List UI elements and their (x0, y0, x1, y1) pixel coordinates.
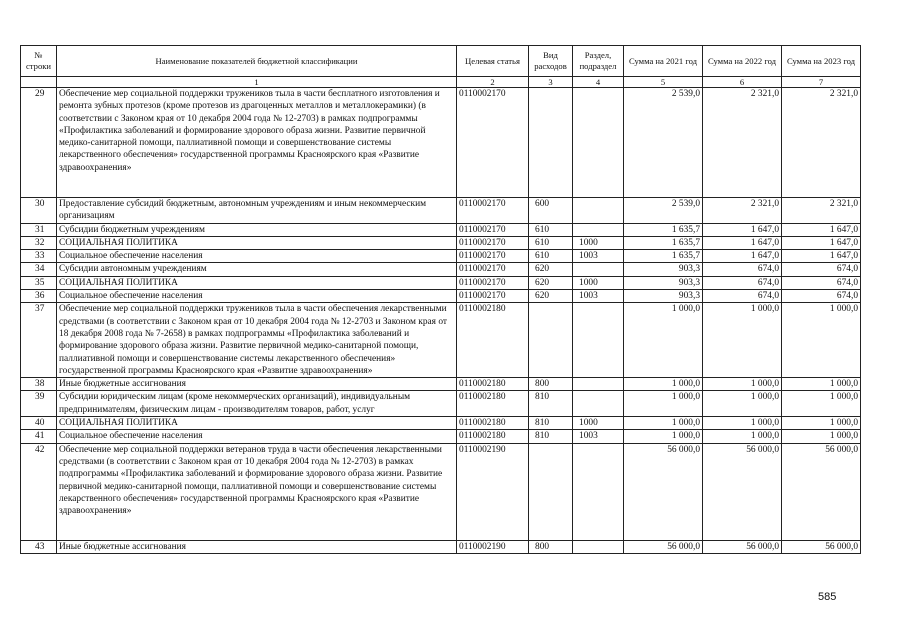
row-name: Социальное обеспечение населения (57, 430, 457, 443)
row-number: 33 (21, 250, 57, 263)
table-row (21, 378, 861, 391)
section-code (573, 443, 624, 540)
sum-2021: 1 635,7 (624, 236, 703, 249)
expense-type: 620 (529, 290, 573, 303)
column-number: 3 (529, 77, 573, 88)
table-row (21, 303, 861, 378)
target-article: 0110002190 (457, 540, 529, 553)
sum-2023: 1 647,0 (782, 236, 861, 249)
sum-2021: 56 000,0 (624, 540, 703, 553)
expense-type: 800 (529, 540, 573, 553)
sum-2022: 1 000,0 (703, 417, 782, 430)
sum-2022: 1 647,0 (703, 223, 782, 236)
table-row (21, 443, 861, 540)
sum-2023: 674,0 (782, 290, 861, 303)
sum-2023: 1 647,0 (782, 223, 861, 236)
sum-2021: 1 000,0 (624, 378, 703, 391)
row-name: Социальное обеспечение населения (57, 290, 457, 303)
section-code (573, 391, 624, 417)
header-expense-type: Вид расходов (529, 46, 573, 77)
expense-type (529, 443, 573, 540)
row-number: 30 (21, 198, 57, 224)
table-row (21, 223, 861, 236)
section-code: 1000 (573, 236, 624, 249)
row-name: Субсидии юридическим лицам (кроме некоммерческих организаций), индивидуальным предпринимателям, физическим лицам - производителям товаров, работ, услуг (57, 391, 457, 417)
expense-type: 600 (529, 198, 573, 224)
table-row (21, 430, 861, 443)
target-article: 0110002170 (457, 223, 529, 236)
row-number: 29 (21, 88, 57, 198)
table-row (21, 88, 861, 198)
expense-type: 800 (529, 378, 573, 391)
target-article: 0110002170 (457, 290, 529, 303)
table-row (21, 391, 861, 417)
section-code: 1000 (573, 417, 624, 430)
row-number: 43 (21, 540, 57, 553)
target-article: 0110002170 (457, 88, 529, 198)
row-number: 41 (21, 430, 57, 443)
row-name: СОЦИАЛЬНАЯ ПОЛИТИКА (57, 276, 457, 289)
table-row (21, 250, 861, 263)
sum-2022: 1 647,0 (703, 250, 782, 263)
header-section: Раздел, подраздел (573, 46, 624, 77)
column-number: 7 (782, 77, 861, 88)
row-number: 31 (21, 223, 57, 236)
target-article: 0110002180 (457, 430, 529, 443)
sum-2021: 903,3 (624, 290, 703, 303)
row-name: Обеспечение мер социальной поддержки тружеников тыла в части обеспечения лекарственными средствами (в соответствии с Законом края от 10 декабря 2004 года № 12-2703 и Законом края от 18 декабря 2008 года № 7-2658) в рамках подпрограммы «Профилактика заболеваний и формирование здорового образа жизни. Развитие первичной медико-санитарной помощи, паллиативной помощи и совершенствование системы лекарственного обеспечения» государственной программы Красноярского края «Развитие здравоохранения» (57, 303, 457, 378)
column-number: 4 (573, 77, 624, 88)
expense-type: 620 (529, 276, 573, 289)
header-sum-2022: Сумма на 2022 год (703, 46, 782, 77)
target-article: 0110002170 (457, 276, 529, 289)
header-row-number: № строки (21, 46, 57, 77)
row-name: Иные бюджетные ассигнования (57, 540, 457, 553)
row-name: Обеспечение мер социальной поддержки ветеранов труда в части обеспечения лекарственными средствами (в соответствии с Законом края от 10 декабря 2004 года № 12-2703) в рамках подпрограммы «Профилактика заболеваний и формирование здорового образа жизни. Развитие первичной медико-санитарной помощи, паллиативной помощи и совершенствование системы лекарственного обеспечения» государственной программы Красноярского края «Развитие здравоохранения» (57, 443, 457, 540)
row-name: Иные бюджетные ассигнования (57, 378, 457, 391)
section-code (573, 303, 624, 378)
sum-2023: 674,0 (782, 263, 861, 276)
row-number: 35 (21, 276, 57, 289)
sum-2021: 1 635,7 (624, 223, 703, 236)
table-row (21, 540, 861, 553)
expense-type (529, 88, 573, 198)
column-number-row (21, 77, 861, 88)
sum-2023: 1 000,0 (782, 430, 861, 443)
sum-2021: 1 000,0 (624, 417, 703, 430)
sum-2022: 2 321,0 (703, 198, 782, 224)
expense-type: 620 (529, 263, 573, 276)
row-number: 40 (21, 417, 57, 430)
sum-2023: 1 000,0 (782, 417, 861, 430)
column-number: 5 (624, 77, 703, 88)
expense-type: 810 (529, 430, 573, 443)
sum-2021: 2 539,0 (624, 198, 703, 224)
target-article: 0110002170 (457, 263, 529, 276)
target-article: 0110002180 (457, 378, 529, 391)
table-row (21, 198, 861, 224)
sum-2022: 2 321,0 (703, 88, 782, 198)
expense-type: 810 (529, 391, 573, 417)
row-name: Субсидии автономным учреждениям (57, 263, 457, 276)
section-code (573, 378, 624, 391)
target-article: 0110002180 (457, 417, 529, 430)
sum-2022: 1 000,0 (703, 378, 782, 391)
expense-type: 610 (529, 236, 573, 249)
column-number: 1 (57, 77, 457, 88)
sum-2023: 56 000,0 (782, 443, 861, 540)
section-code (573, 223, 624, 236)
column-number (21, 77, 57, 88)
row-number: 37 (21, 303, 57, 378)
section-code (573, 263, 624, 276)
sum-2023: 2 321,0 (782, 88, 861, 198)
page-number: 585 (818, 591, 837, 603)
sum-2022: 56 000,0 (703, 540, 782, 553)
column-number: 2 (457, 77, 529, 88)
sum-2023: 1 000,0 (782, 378, 861, 391)
section-code (573, 88, 624, 198)
section-code: 1003 (573, 430, 624, 443)
header-target-article: Целевая статья (457, 46, 529, 77)
row-number: 34 (21, 263, 57, 276)
target-article: 0110002180 (457, 303, 529, 378)
sum-2023: 2 321,0 (782, 198, 861, 224)
row-number: 32 (21, 236, 57, 249)
section-code: 1003 (573, 290, 624, 303)
row-name: Социальное обеспечение населения (57, 250, 457, 263)
table-row (21, 263, 861, 276)
sum-2021: 2 539,0 (624, 88, 703, 198)
budget-table (20, 45, 861, 554)
expense-type: 810 (529, 417, 573, 430)
table-row (21, 236, 861, 249)
row-number: 39 (21, 391, 57, 417)
sum-2022: 1 000,0 (703, 391, 782, 417)
row-name: Обеспечение мер социальной поддержки тружеников тыла в части бесплатного изготовления и ремонта зубных протезов (кроме протезов из драгоценных металлов и металлокерамики) (в соответствии с Законом края от 10 декабря 2004 года № 12-2703) в рамках подпрограммы «Профилактика заболеваний и формирование здорового образа жизни. Развитие первичной медико-санитарной помощи, паллиативной помощи и совершенствование системы лекарственного обеспечения» государственной программы Красноярского края «Развитие здравоохранения» (57, 88, 457, 198)
expense-type (529, 303, 573, 378)
table-row (21, 417, 861, 430)
row-number: 38 (21, 378, 57, 391)
sum-2021: 1 000,0 (624, 430, 703, 443)
target-article: 0110002180 (457, 391, 529, 417)
row-number: 36 (21, 290, 57, 303)
row-name: СОЦИАЛЬНАЯ ПОЛИТИКА (57, 417, 457, 430)
header-sum-2021: Сумма на 2021 год (624, 46, 703, 77)
sum-2021: 1 635,7 (624, 250, 703, 263)
target-article: 0110002170 (457, 236, 529, 249)
section-code: 1000 (573, 276, 624, 289)
header-sum-2023: Сумма на 2023 год (782, 46, 861, 77)
sum-2022: 674,0 (703, 290, 782, 303)
sum-2023: 1 647,0 (782, 250, 861, 263)
sum-2021: 56 000,0 (624, 443, 703, 540)
target-article: 0110002190 (457, 443, 529, 540)
sum-2021: 903,3 (624, 276, 703, 289)
sum-2022: 674,0 (703, 276, 782, 289)
sum-2021: 903,3 (624, 263, 703, 276)
table-row (21, 276, 861, 289)
expense-type: 610 (529, 223, 573, 236)
section-code (573, 540, 624, 553)
sum-2023: 1 000,0 (782, 303, 861, 378)
sum-2022: 56 000,0 (703, 443, 782, 540)
header-row (21, 46, 861, 77)
sum-2022: 674,0 (703, 263, 782, 276)
sum-2022: 1 000,0 (703, 303, 782, 378)
row-name: СОЦИАЛЬНАЯ ПОЛИТИКА (57, 236, 457, 249)
section-code (573, 198, 624, 224)
expense-type: 610 (529, 250, 573, 263)
target-article: 0110002170 (457, 250, 529, 263)
row-number: 42 (21, 443, 57, 540)
sum-2022: 1 647,0 (703, 236, 782, 249)
column-number: 6 (703, 77, 782, 88)
target-article: 0110002170 (457, 198, 529, 224)
row-name: Субсидии бюджетным учреждениям (57, 223, 457, 236)
sum-2023: 1 000,0 (782, 391, 861, 417)
sum-2023: 56 000,0 (782, 540, 861, 553)
sum-2022: 1 000,0 (703, 430, 782, 443)
row-name: Предоставление субсидий бюджетным, автономным учреждениям и иным некоммерческим организациям (57, 198, 457, 224)
section-code: 1003 (573, 250, 624, 263)
header-name: Наименование показателей бюджетной классификации (57, 46, 457, 77)
sum-2021: 1 000,0 (624, 391, 703, 417)
table-row (21, 290, 861, 303)
sum-2021: 1 000,0 (624, 303, 703, 378)
sum-2023: 674,0 (782, 276, 861, 289)
